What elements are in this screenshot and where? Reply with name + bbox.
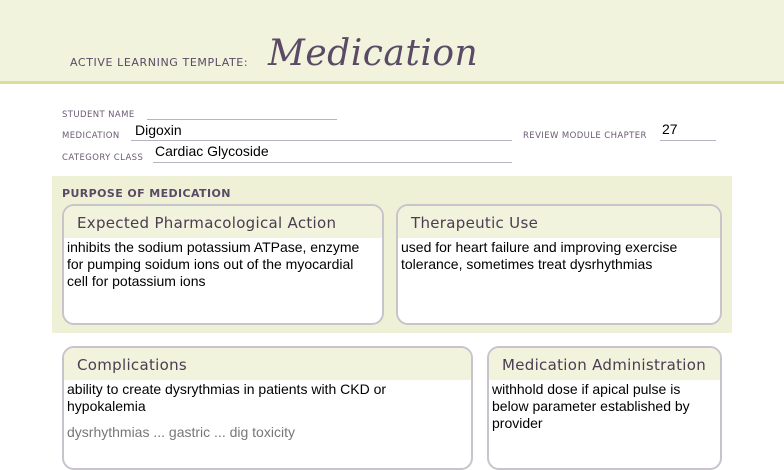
administration-title: Medication Administration <box>502 356 707 374</box>
expected-action-card <box>62 204 384 325</box>
therapeutic-use-title: Therapeutic Use <box>411 214 539 232</box>
complications-card <box>62 346 473 470</box>
category-class-field[interactable]: Cardiac Glycoside <box>155 143 269 159</box>
medication-line <box>131 140 512 141</box>
complications-text[interactable] <box>67 381 465 441</box>
therapeutic-use-card <box>396 204 722 325</box>
review-module-chapter-field[interactable]: 27 <box>662 121 678 137</box>
complications-line-1: ability to create dysrythmias in patients with CKD or hypokalemia <box>67 381 387 414</box>
template-label: ACTIVE LEARNING TEMPLATE: <box>70 56 249 69</box>
medication-label: MEDICATION <box>62 131 120 141</box>
page-title: Medication <box>268 33 479 74</box>
category-class-line <box>153 162 512 163</box>
medication-row <box>62 121 722 143</box>
category-class-label: CATEGORY CLASS <box>62 153 144 163</box>
expected-action-title: Expected Pharmacological Action <box>77 214 337 232</box>
student-name-label: STUDENT NAME <box>62 110 135 120</box>
administration-text[interactable]: withhold dose if apical pulse is below parameter established by provider <box>492 381 690 431</box>
student-name-row <box>62 106 362 122</box>
purpose-label: PURPOSE OF MEDICATION <box>62 187 231 200</box>
complications-title: Complications <box>77 356 188 374</box>
medication-field[interactable]: Digoxin <box>135 122 182 138</box>
expected-action-text[interactable]: inhibits the sodium potassium ATPase, enzyme for pumping soidum ions out of the myocardial cell for potassium ions <box>67 239 360 289</box>
administration-card <box>487 346 722 470</box>
student-name-line <box>147 119 337 120</box>
review-module-chapter-line <box>660 140 716 141</box>
complications-line-2: dysrhythmias ... gastric ... dig toxicity <box>67 424 295 440</box>
category-class-row <box>62 143 522 165</box>
therapeutic-use-text[interactable]: used for heart failure and improving exercise tolerance, sometimes treat dysrhythmias <box>401 239 678 272</box>
review-module-chapter-label: REVIEW MODULE CHAPTER <box>523 131 647 141</box>
